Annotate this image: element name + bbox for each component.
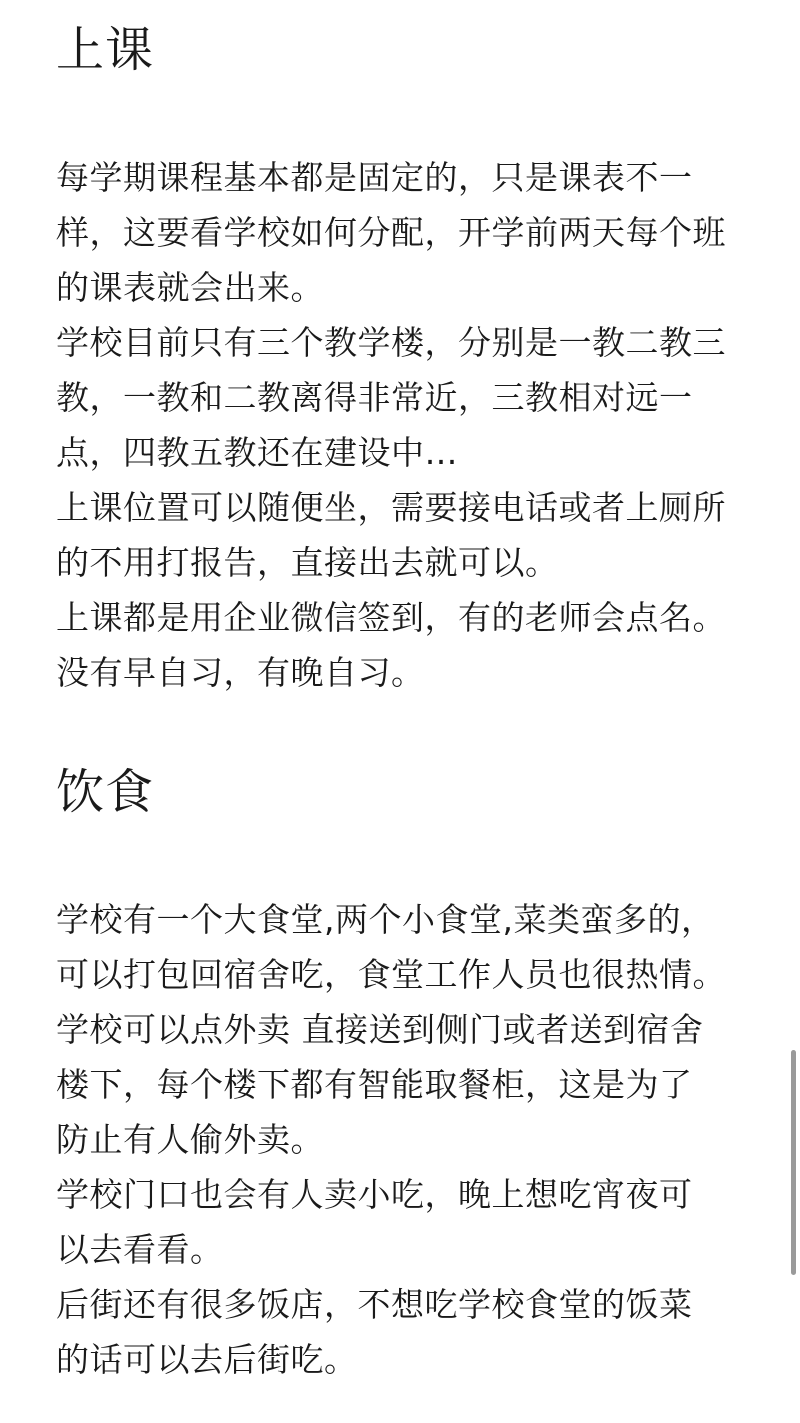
section-body-food (56, 892, 726, 1387)
paragraph-takeout (56, 1002, 726, 1167)
text-line: 样，这要看学校如何分配，开学前两天每个班 (56, 213, 726, 252)
text-line: 每学期课程基本都是固定的，只是课表不一 (56, 158, 693, 197)
text-line: 的课表就会出来。 (56, 268, 324, 307)
text-line: 后街还有很多饭店，不想吃学校食堂的饭菜 (56, 1285, 693, 1324)
scrollbar-thumb[interactable] (791, 1050, 796, 1275)
text-line: 学校可以点外卖 直接送到侧门或者送到宿舍 (56, 1010, 704, 1049)
text-line: 的话可以去后街吃。 (56, 1340, 358, 1379)
text-line: 可以打包回宿舍吃，食堂工作人员也很热情。 (56, 955, 726, 994)
section-title-class: 上课 (56, 22, 155, 78)
section-body-class (56, 150, 726, 700)
paragraph-teaching-buildings (56, 315, 726, 480)
paragraph-canteens (56, 892, 726, 1002)
scrollbar[interactable] (792, 0, 798, 1423)
paragraph-course-schedule (56, 150, 726, 315)
text-line: 楼下，每个楼下都有智能取餐柜，这是为了 (56, 1065, 693, 1104)
text-line: 以去看看。 (56, 1230, 224, 1269)
text-line: 教，一教和二教离得非常近，三教相对远一 (56, 378, 693, 417)
section-title-food: 饮食 (56, 764, 155, 820)
paragraph-seating (56, 480, 726, 590)
text-line: 上课都是用企业微信签到，有的老师会点名。 (56, 598, 726, 637)
text-line: 的不用打报告，直接出去就可以。 (56, 543, 559, 582)
paragraph-self-study (56, 645, 726, 700)
text-line: 学校门口也会有人卖小吃，晚上想吃宵夜可 (56, 1175, 693, 1214)
text-line: 点，四教五教还在建设中… (56, 433, 458, 472)
text-line: 上课位置可以随便坐，需要接电话或者上厕所 (56, 488, 726, 527)
paragraph-back-street (56, 1277, 726, 1387)
text-line: 学校有一个大食堂,两个小食堂,菜类蛮多的， (56, 900, 715, 939)
paragraph-snacks (56, 1167, 726, 1277)
paragraph-attendance (56, 590, 726, 645)
text-line: 防止有人偷外卖。 (56, 1120, 324, 1159)
text-line: 学校目前只有三个教学楼，分别是一教二教三 (56, 323, 726, 362)
text-line: 没有早自习，有晚自习。 (56, 653, 425, 692)
